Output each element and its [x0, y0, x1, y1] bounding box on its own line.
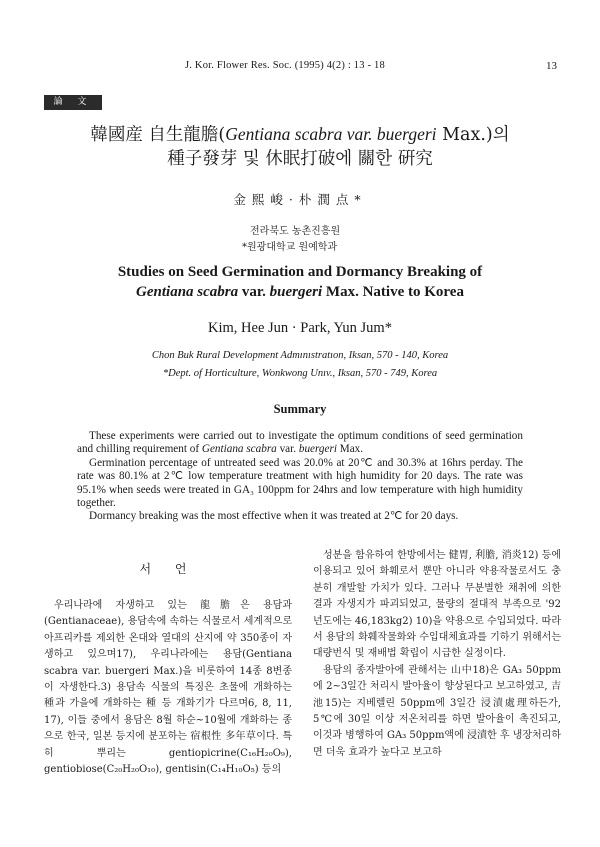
korean-affiliation-2: *원광대학교 원예학과 — [242, 242, 338, 253]
journal-citation: J. Kor. Flower Res. Soc. (1995) 4(2) : 13 - 18 — [185, 60, 385, 71]
summary-body — [77, 430, 523, 524]
intro-right-paragraph-2: 용담의 종자발아에 관해서는 山中18)은 GA₃ 50ppm에 2~3일간 처리시 발아율이 향상된다고 보고하였고, 吉池15)는 지베렐린 50ppm에 3일간 浸漬處理하든가, 5℃에 30일 이상 저온처리를 하면 발아율이 촉진되고, 이것과 병행하여 GA₃ 50ppm액에 浸漬한 후 냉장처리하면 더욱 효과가 높다고 보고하 — [313, 664, 561, 758]
english-affiliation-1: Chon Buk Rural Development Admınıstratıon, Iksan, 570 - 140, Korea — [151, 350, 449, 361]
intro-right-paragraph-1: 성분을 함유하여 한방에서는 健胃, 利膽, 消炎12) 등에 이용되고 있어 화훼로서 뿐만 아니라 약용작물로서도 충분히 개발할 가치가 있다. 그러나 무분별한 채취에 의한 결과 자생지가 파괴되었고, 물량의 절대적 부족으로 '92년도에는 46,183kg2) 10)을 약용으로 수입되었다. 따라서 용담의 화훼작물화와 수입대체효과를 기하기 위해서는 대량번식 및 재배법 확립이 시급한 실정이다. — [313, 550, 561, 660]
left-column — [44, 598, 292, 778]
article-type-badge: 論 文 — [44, 95, 102, 110]
korean-title-line-1: 韓國産 自生龍膽(Gentiana scabra var. buergeri Max.)의 — [90, 124, 510, 145]
summary-paragraph-1: These experiments were carried out to investigate the optimum conditions of seed germination and chilling requirement of Gentiana scabra var. buergeri Max. — [77, 430, 523, 456]
korean-title — [0, 122, 600, 171]
english-title — [0, 262, 600, 302]
summary-paragraph-3: Dormancy breaking was the most effective when it was treated at 2℃ for 20 days. — [89, 510, 459, 523]
english-title-line-1: Studies on Seed Germination and Dormancy Breaking of — [117, 264, 483, 280]
english-title-line-2: Gentiana scabra var. buergeri Max. Native to Korea — [136, 284, 464, 300]
korean-affiliation-1: 전라북도 농촌진흥원 — [250, 226, 341, 237]
korean-authors: 金熙峻·朴潤点* — [233, 192, 367, 207]
summary-paragraph-2: Germination percentage of untreated seed was 20.0% at 20℃ and 30.3% at 16hrs perday. The rate was 80.1% at 2℃ low temperature treatment with high humidity for 20 days. The rate was 95.1% when seeds were treated in GA₃ 100ppm for 24hrs and low temperature with high humidity together. — [77, 456, 523, 510]
english-affiliation-2: *Dept. of Horticulture, Wonkwong Unıv., Iksan, 570 - 749, Korea — [162, 368, 438, 379]
summary-heading: Summary — [273, 402, 327, 416]
english-authors: Kim, Hee Jun · Park, Yun Jum* — [208, 320, 392, 336]
introduction-heading: 서 언 — [139, 562, 197, 576]
korean-title-line-2: 種子發芽 및 休眠打破에 關한 硏究 — [167, 149, 433, 169]
intro-left-paragraph: 우리나라에 자생하고 있는 龍膽은 용담과(Gentianaceae), 용담속에 속하는 식물로서 세계적으로 아프리카를 제외한 온대와 열대의 산지에 약 350종이 자생하고 있으며17), 우리나라에는 용담(Gentiana scabra var. buergeri Max.)을 비롯하여 14종 8변종이 자생한다.3) 용담속 식물의 특징은 초물에 개화하는 種과 가을에 개화하는 種 등 개화기가 다르며6, 8, 11, 17), 이들 중에서 용담은 8월 하순~10월에 개화하는 종으로 한국, 일본 등지에 분포하는 宿根性 多年草이다. 특히 뿌리는 gentiopicrine(C₁₆H₂₀O₉), gentiobiose(C₂₀H₂₀O₁₀), gentisin(C₁₄H₁₀O₅) 등의 — [44, 600, 292, 776]
page-number: 13 — [546, 60, 557, 72]
right-column — [313, 548, 561, 761]
